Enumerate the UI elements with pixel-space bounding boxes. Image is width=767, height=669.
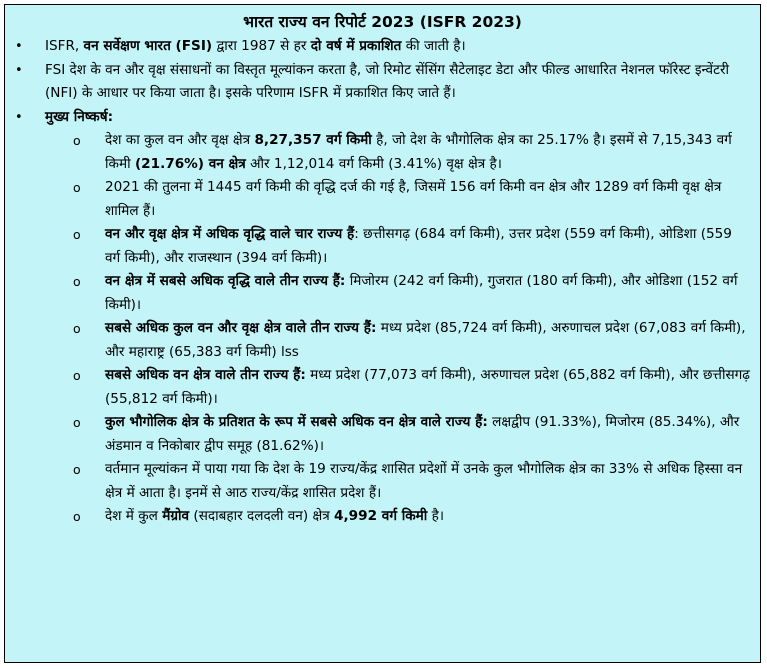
sub-bullet-marker: o [73, 227, 81, 242]
sub-list-item [15, 458, 750, 505]
item-text: वर्तमान मूल्यांकन में पाया गया कि देश के 19 राज्य/केंद्र शासित प्रदेशों में उनके कुल भौगोलिक क्षेत्र का 33% से अधिक हिस्सा वन क्षेत्र में आता है। इनमें से आठ राज्य/केंद्र शासित प्रदेश हैं। [105, 461, 743, 501]
item-emphasis: मैंग्रोव [162, 508, 190, 524]
sub-list-item [15, 317, 750, 364]
item-text: 2021 की तुलना में 1445 वर्ग किमी की वृद्धि दर्ज की गई है, जिसमें 156 वर्ग किमी वन क्षेत्र और 1289 वर्ग किमी वृक्ष क्षेत्र शामिल हैं। [105, 179, 722, 219]
list-item [15, 35, 750, 59]
item-emphasis: सबसे अधिक कुल वन और वृक्ष क्षेत्र वाले तीन राज्य हैं: [105, 320, 377, 336]
item-text: मध्य प्रदेश (77,073 वर्ग किमी), अरुणाचल प्रदेश (65,882 वर्ग किमी), और छत्तीसगढ़ (55,812 वर्ग किमी)। [105, 367, 750, 407]
bullet-marker: • [15, 39, 23, 54]
sub-list-item [15, 129, 750, 176]
item-text: ISFR, [45, 38, 84, 54]
sub-list-item [15, 223, 750, 270]
item-text: है, जो देश के भौगोलिक क्षेत्र का 25.17% है। इसमें से 7,15,343 वर्ग किमी [105, 132, 732, 172]
item-emphasis: दो वर्ष में प्रकाशित [310, 38, 402, 54]
sub-list-item [15, 364, 750, 411]
item-text: : छत्तीसगढ़ (684 वर्ग किमी), उत्तर प्रदेश (559 वर्ग किमी), ओडिशा (559 वर्ग किमी), और राजस्थान (394 वर्ग किमी)। [105, 226, 732, 266]
item-emphasis: वन सर्वेक्षण भारत (FSI) [83, 38, 213, 54]
sub-list-item [15, 270, 750, 317]
item-text: की जाती है। [401, 38, 466, 54]
item-emphasis: कुल भौगोलिक क्षेत्र के प्रतिशत के रूप में सबसे अधिक वन क्षेत्र वाले राज्य हैं: [105, 414, 488, 430]
item-text: द्वारा 1987 से हर [212, 38, 311, 54]
item-emphasis: वन और वृक्ष क्षेत्र में अधिक वृद्धि वाले चार राज्य हैं [105, 226, 355, 242]
item-text: और 1,12,014 वर्ग किमी (3.41%) वृक्ष क्षेत्र है। [245, 155, 502, 172]
item-text: (सदाबहार दलदली वन) क्षेत्र [189, 508, 335, 524]
item-text: लक्षद्वीप (91.33%), मिजोरम (85.34%), और अंडमान व निकोबार द्वीप समूह (81.62%)। [105, 414, 740, 454]
item-emphasis: (21.76%) वन क्षेत्र [134, 155, 246, 172]
sub-bullet-marker: o [73, 462, 81, 477]
item-text: मध्य प्रदेश (85,724 वर्ग किमी), अरुणाचल प्रदेश (67,083 वर्ग किमी), और महाराष्ट्र (65,383 वर्ग किमी) lss [105, 320, 746, 360]
item-text: है। [427, 508, 445, 524]
sub-bullet-marker: o [73, 274, 81, 289]
section-heading: मुख्य निष्कर्ष: [45, 108, 114, 125]
sub-bullet-marker: o [73, 368, 81, 383]
item-emphasis: 8,27,357 वर्ग किमी [254, 132, 372, 148]
bullet-marker: • [15, 109, 23, 125]
sub-list-item [15, 505, 750, 529]
item-text: मिजोरम (242 वर्ग किमी), गुजरात (180 वर्ग किमी), और ओडिशा (152 वर्ग किमी)। [105, 273, 738, 313]
item-emphasis: वन क्षेत्र में सबसे अधिक वृद्धि वाले तीन राज्य हैं: [105, 273, 346, 289]
sub-bullet-marker: o [73, 133, 81, 148]
report-card [4, 4, 761, 663]
item-text: FSI देश के वन और वृक्ष संसाधनों का विस्तृत मूल्यांकन करता है, जो रिमोट सेंसिंग सैटेलाइट डेटा और फील्ड आधारित नेशनल फॉरेस्ट इन्वेंटरी (NFI) के आधार पर किया जाता है। इसके परिणाम ISFR में प्रकाशित किए जाते हैं। [45, 61, 730, 101]
list-item [15, 59, 750, 106]
item-text: देश का कुल वन और वृक्ष क्षेत्र [105, 132, 255, 148]
sub-list-item [15, 176, 750, 223]
page-title: भारत राज्य वन रिपोर्ट 2023 (ISFR 2023) [243, 13, 522, 31]
bullet-marker: • [15, 62, 23, 78]
list-item [15, 106, 750, 130]
sub-bullet-marker: o [73, 321, 81, 336]
item-emphasis: 4,992 वर्ग किमी [334, 508, 428, 524]
sub-bullet-marker: o [73, 509, 81, 524]
sub-bullet-marker: o [73, 180, 81, 195]
sub-list-item [15, 411, 750, 458]
item-emphasis: सबसे अधिक वन क्षेत्र वाले तीन राज्य हैं: [105, 367, 306, 383]
sub-bullet-marker: o [73, 415, 81, 430]
item-text: देश में कुल [105, 508, 163, 524]
